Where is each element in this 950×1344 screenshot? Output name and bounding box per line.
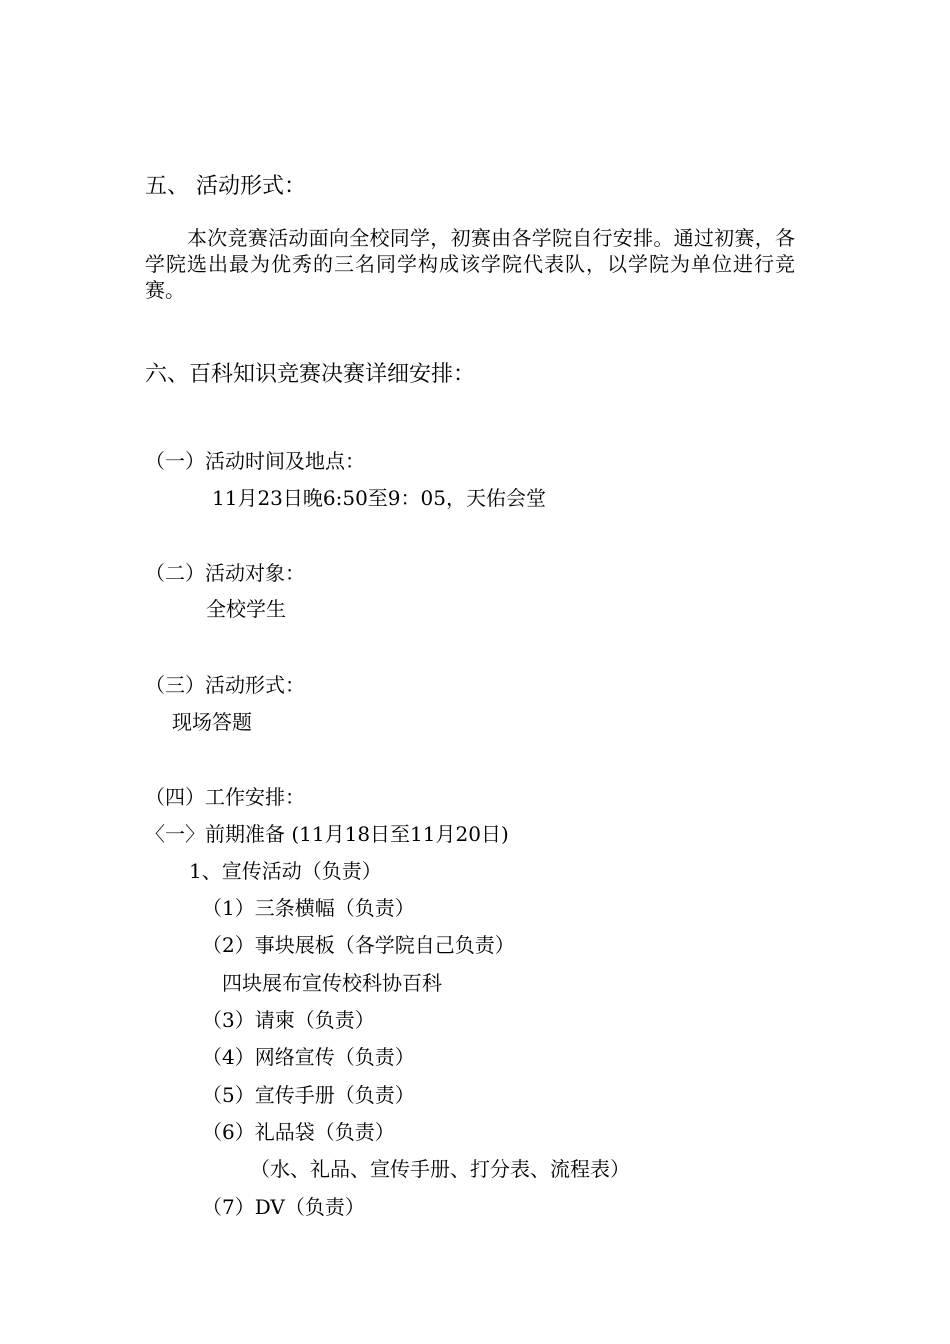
sub-item-brochures: （5）宣传手册（负责） [202,1083,415,1107]
sub-item-gift-bags: （6）礼品袋（负责） [202,1120,395,1144]
sub-item-display-note: 四块展布宣传校科协百科 [222,971,442,995]
sub-item-display-boards: （2）事块展板（各学院自己负责） [202,933,515,957]
sub-item-invitations: （3）请柬（负责） [202,1008,375,1032]
publicity-label: 1、宣传活动（负责） [189,859,382,883]
section-five-heading: 五、 活动形式： [145,174,306,199]
section-six-heading: 六、百科知识竞赛决赛详细安排： [145,362,476,387]
form-label: （三）活动形式： [145,673,305,697]
target-value: 全校学生 [206,597,286,621]
target-label: （二）活动对象： [145,561,305,585]
form-value: 现场答题 [172,710,252,734]
prep-label: 〈一〉前期准备 (11月18日至11月20日) [145,822,509,846]
sub-item-online-publicity: （4）网络宣传（负责） [202,1045,415,1069]
time-place-label: （一）活动时间及地点： [145,449,365,473]
work-label: （四）工作安排： [145,785,305,809]
time-place-value: 11月23日晚6:50至9：05，天佑会堂 [212,486,546,510]
sub-item-gift-bag-contents: （水、礼品、宣传手册、打分表、流程表） [250,1157,630,1181]
sub-item-banners: （1）三条横幅（负责） [202,896,415,920]
section-five-paragraph: 本次竞赛活动面向全校同学，初赛由各学院自行安排。通过初赛，各学院选出最为优秀的三名同学构成该学院代表队，以学院为单位进行竞赛。 [145,226,795,302]
sub-item-dv: （7）DV（负责） [202,1195,365,1219]
